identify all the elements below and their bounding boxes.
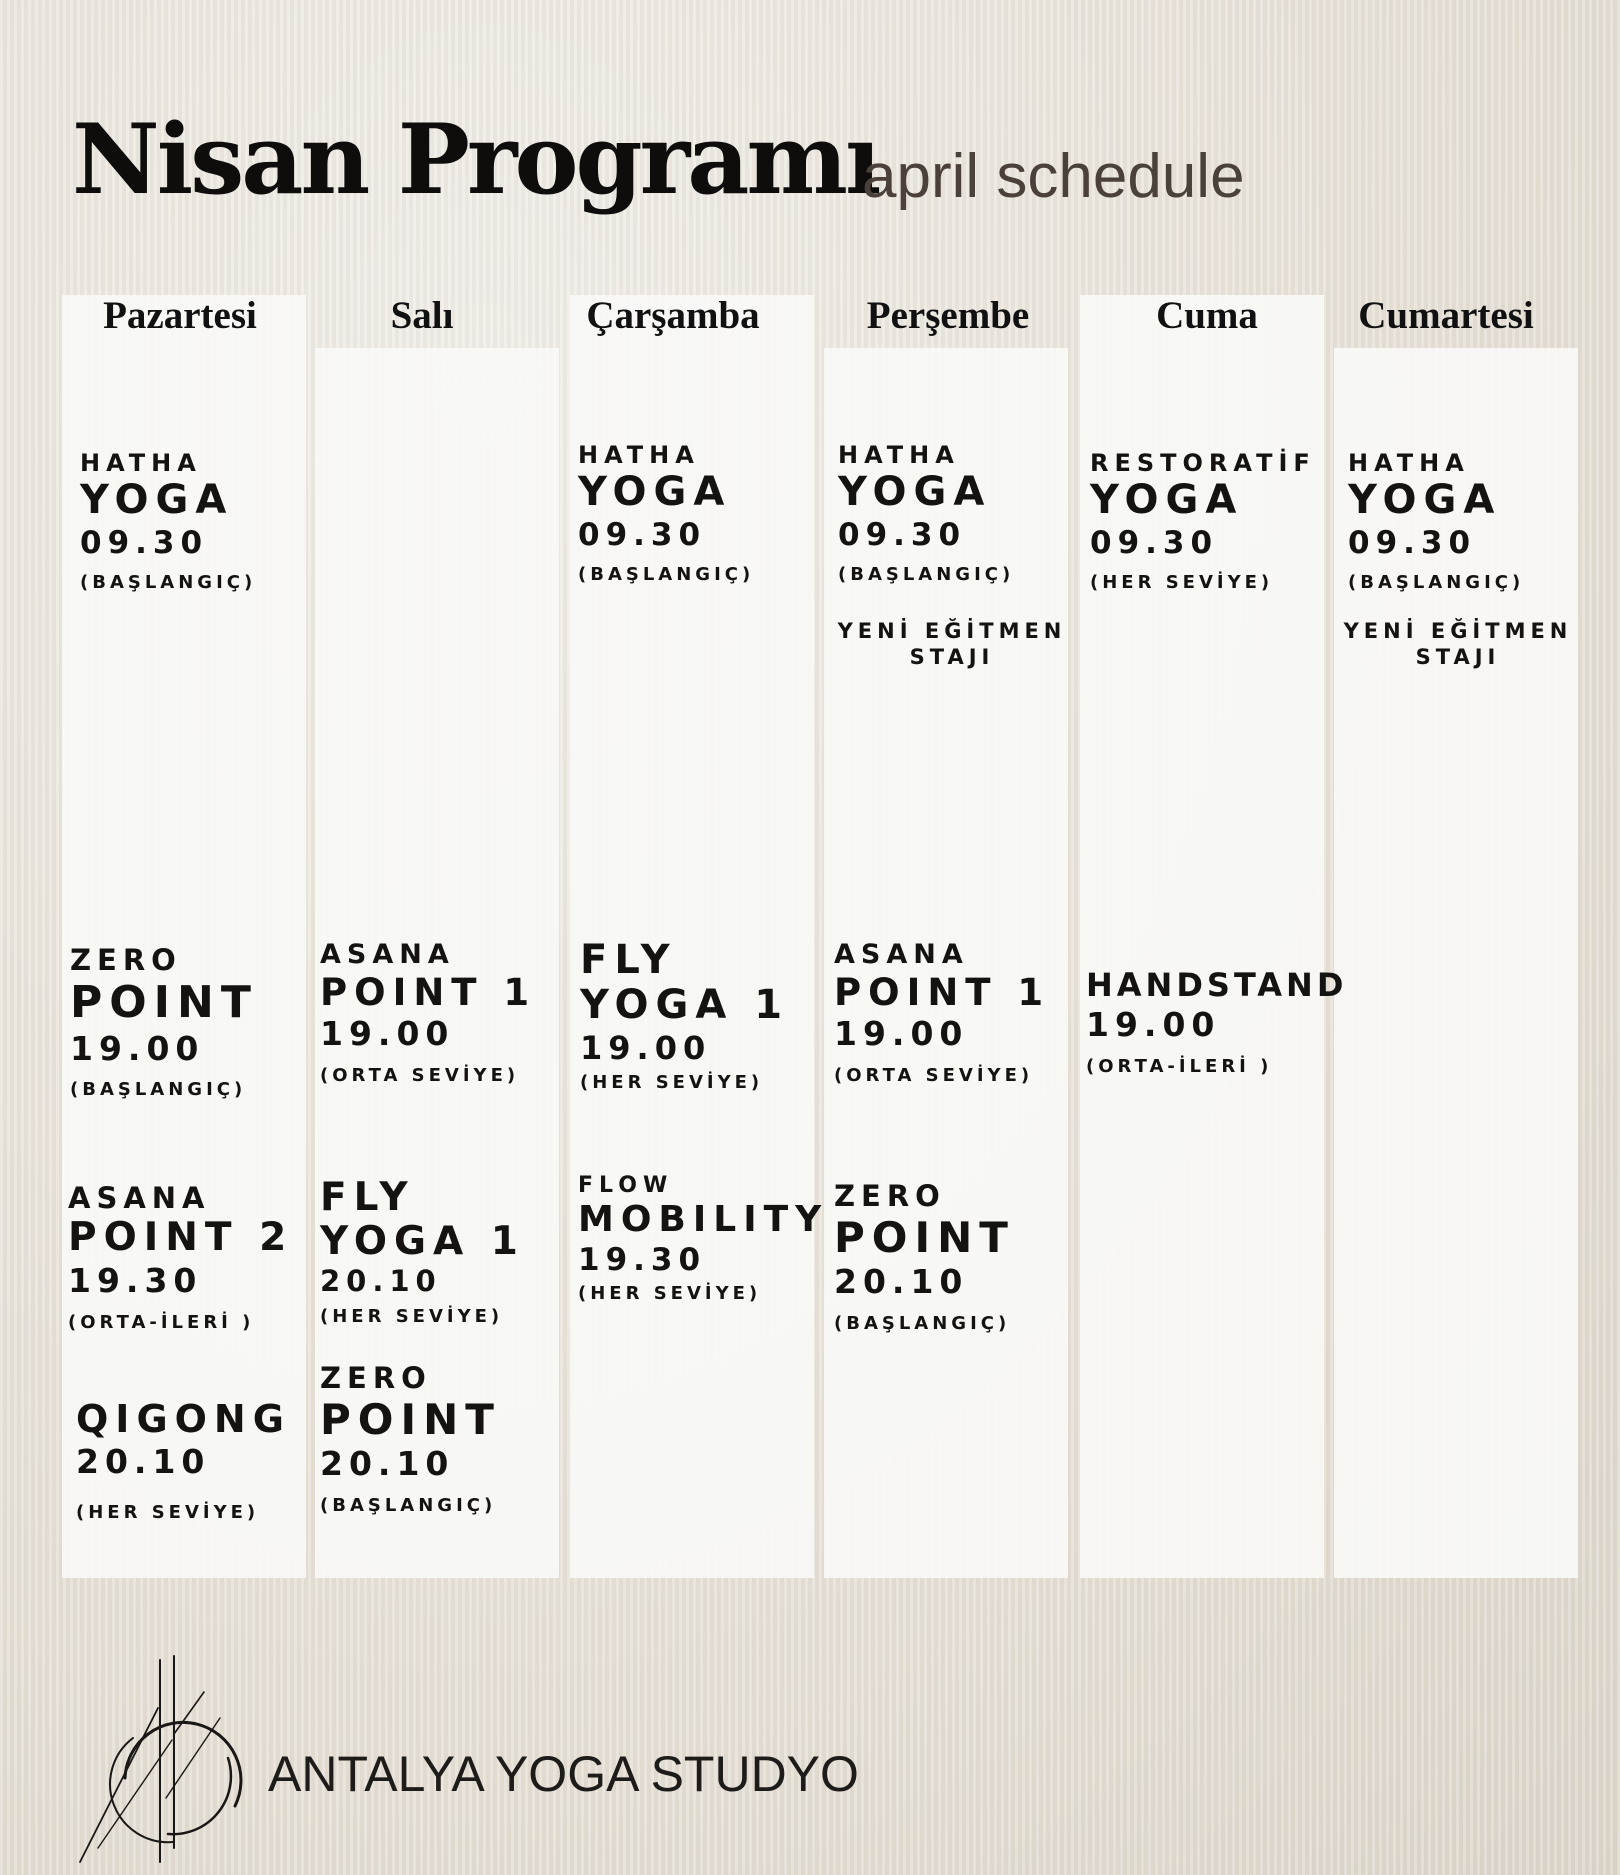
class-block-thursday-asana-point-1 [834, 938, 1050, 1091]
class-block-monday-zero-point [70, 942, 258, 1105]
class-block-monday-qigong [76, 1398, 291, 1528]
class-block-saturday-hatha [1348, 448, 1524, 598]
class-type: ASANA [834, 939, 969, 970]
class-name: POINT 2 [68, 1215, 294, 1261]
class-block-wednesday-flow-mobility [578, 1172, 828, 1309]
class-time: 19.00 [320, 1014, 455, 1054]
class-name-line-2: YOGA 1 [320, 1218, 525, 1264]
class-level: (HER SEVİYE) [320, 1306, 504, 1328]
class-time: 20.10 [76, 1441, 211, 1481]
class-level: (BAŞLANGIÇ) [838, 564, 1015, 586]
day-heading-thursday: Perşembe [866, 294, 1030, 337]
class-block-tuesday-asana-point-1 [320, 938, 536, 1091]
class-type: HATHA [838, 441, 960, 469]
class-type: RESTORATİF [1090, 449, 1316, 477]
class-name: FLY [320, 1175, 415, 1220]
class-level: (HER SEVİYE) [76, 1502, 260, 1524]
note-line-1: YENİ EĞİTMEN [1343, 619, 1573, 643]
class-type: ASANA [320, 939, 455, 970]
class-name: YOGA [838, 469, 992, 515]
class-block-friday-handstand [1086, 968, 1347, 1082]
studio-brand-name: ANTALYA YOGA STUDYO [268, 1746, 859, 1802]
day-heading-monday: Pazartesi [103, 294, 257, 337]
class-level: (BAŞLANGIÇ) [834, 1313, 1011, 1335]
class-level: (BAŞLANGIÇ) [320, 1495, 497, 1517]
class-block-thursday-hatha [838, 440, 1014, 590]
class-time: 20.10 [320, 1444, 455, 1484]
class-time: 09.30 [1090, 524, 1219, 561]
class-time: 19.00 [70, 1028, 205, 1068]
class-type: HATHA [80, 449, 202, 477]
class-time: 09.30 [578, 516, 707, 553]
class-time: 20.10 [320, 1264, 442, 1299]
class-name: QIGONG [76, 1397, 291, 1441]
class-type: HATHA [578, 441, 700, 469]
note-saturday-new-instructor [1336, 618, 1580, 671]
class-level: (ORTA SEVİYE) [320, 1065, 520, 1087]
class-type: ASANA [68, 1181, 211, 1215]
class-time: 19.00 [580, 1028, 712, 1067]
class-time: 20.10 [834, 1262, 969, 1302]
day-heading-saturday: Cumartesi [1358, 294, 1534, 337]
class-level: (HER SEVİYE) [580, 1072, 764, 1094]
class-time: 19.00 [834, 1014, 969, 1054]
class-block-monday-asana-point-2 [68, 1180, 293, 1338]
day-heading-wednesday: Çarşamba [586, 294, 760, 337]
class-level: (BAŞLANGIÇ) [578, 564, 755, 586]
class-level: (BAŞLANGIÇ) [1348, 572, 1525, 594]
page-title: Nisan Programı [72, 103, 879, 216]
note-line-1: YENİ EĞİTMEN [837, 619, 1067, 643]
class-block-wednesday-fly-yoga-1 [580, 938, 789, 1098]
class-level: (ORTA-İLERİ ) [68, 1311, 255, 1333]
class-name: POINT [70, 977, 258, 1029]
note-line-2: STAJI [909, 645, 995, 670]
day-heading-friday: Cuma [1156, 294, 1258, 337]
class-level: (BAŞLANGIÇ) [80, 572, 257, 594]
class-block-tuesday-zero-point [320, 1360, 501, 1521]
class-level: (ORTA-İLERİ ) [1086, 1055, 1273, 1077]
class-name: YOGA [1090, 477, 1244, 523]
class-time: 09.30 [80, 524, 209, 561]
note-thursday-new-instructor [830, 618, 1074, 671]
class-name: MOBILITY [578, 1198, 829, 1240]
class-name: POINT [834, 1213, 1015, 1263]
class-level: (HER SEVİYE) [578, 1283, 762, 1305]
class-name: POINT 1 [320, 970, 537, 1014]
class-type: ZERO [320, 1361, 432, 1395]
class-block-wednesday-hatha [578, 440, 754, 590]
studio-logo-icon [70, 1648, 250, 1868]
class-name: YOGA [80, 477, 234, 523]
class-name: HANDSTAND [1086, 966, 1348, 1004]
class-type: FLOW [578, 1173, 674, 1198]
class-name: POINT [320, 1395, 501, 1445]
class-block-tuesday-fly-yoga-1 [320, 1176, 525, 1332]
class-type: ZERO [834, 1179, 946, 1213]
class-block-friday-restoratif [1090, 448, 1316, 598]
class-name: YOGA [1348, 477, 1502, 523]
day-heading-tuesday: Salı [390, 294, 454, 337]
class-time: 19.00 [1086, 1004, 1221, 1044]
class-time: 19.30 [68, 1260, 203, 1300]
class-type: HATHA [1348, 449, 1470, 477]
class-name: FLY [580, 937, 677, 983]
class-time: 19.30 [578, 1241, 707, 1278]
class-block-monday-hatha [80, 448, 256, 598]
class-name: YOGA [578, 469, 732, 515]
class-level: (ORTA SEVİYE) [834, 1065, 1034, 1087]
class-level: (HER SEVİYE) [1090, 572, 1274, 594]
class-level: (BAŞLANGIÇ) [70, 1079, 247, 1101]
class-name-line-2: YOGA 1 [580, 981, 790, 1028]
class-time: 09.30 [838, 516, 967, 553]
class-block-thursday-zero-point [834, 1178, 1015, 1339]
class-name: POINT 1 [834, 970, 1051, 1014]
class-time: 09.30 [1348, 524, 1477, 561]
class-type: ZERO [70, 943, 182, 977]
note-line-2: STAJI [1415, 645, 1501, 670]
page-subtitle: april schedule [862, 142, 1245, 211]
